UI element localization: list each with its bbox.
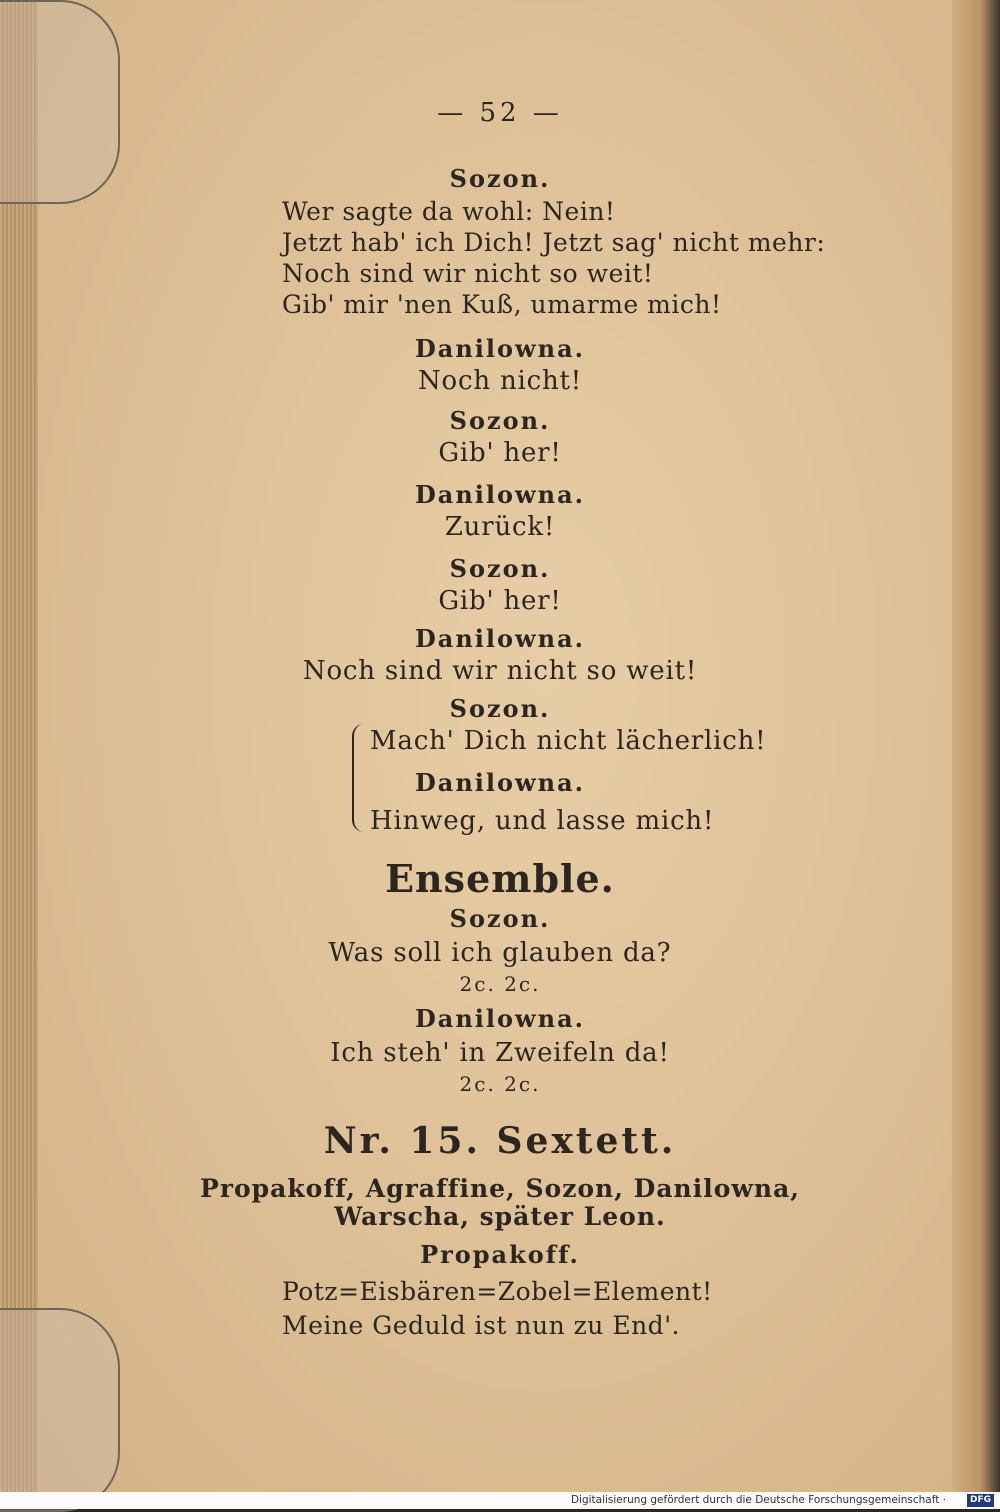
verse-line: Noch sind wir nicht so weit! xyxy=(302,656,698,686)
speaker-danilowna: Danilowna. xyxy=(414,1004,586,1033)
cast-list: Propakoff, Agraffine, Sozon, Danilowna, xyxy=(200,1174,800,1203)
speaker-sozon: Sozon. xyxy=(449,904,551,933)
verse-line: Mach' Dich nicht lächerlich! xyxy=(370,726,767,756)
speaker-sozon: Sozon. xyxy=(449,554,551,583)
verse-line: Ich steh' in Zweifeln da! xyxy=(330,1038,670,1068)
verse-line: Zurück! xyxy=(444,512,556,542)
etc-mark: 2c. 2c. xyxy=(459,972,541,996)
verse-line: Noch nicht! xyxy=(417,366,583,396)
speaker-sozon: Sozon. xyxy=(449,406,551,435)
footer-credit: Digitalisierung gefördert durch die Deutsche Forschungsgemeinschaft · xyxy=(570,1494,946,1506)
speaker-danilowna: Danilowna. xyxy=(414,480,586,509)
ensemble-heading: Ensemble. xyxy=(385,856,615,901)
number-heading: Nr. 15. Sextett. xyxy=(323,1120,677,1162)
speaker-sozon: Sozon. xyxy=(449,164,551,193)
verse-line: Noch sind wir nicht so weit! xyxy=(282,259,654,288)
verse-line: Wer sagte da wohl: Nein! xyxy=(282,197,616,226)
page-clip-bottom xyxy=(0,1308,120,1512)
speaker-danilowna: Danilowna. xyxy=(414,768,586,797)
page-number: — 52 — xyxy=(437,98,563,128)
verse-line: Gib' her! xyxy=(438,586,562,616)
speaker-propakoff: Propakoff. xyxy=(420,1240,580,1269)
footer-bar xyxy=(0,1492,1000,1509)
verse-line: Was soll ich glauben da? xyxy=(328,938,672,968)
verse-line: Gib' mir 'nen Kuß, umarme mich! xyxy=(282,290,722,319)
verse-line: Potz=Eisbären=Zobel=Element! xyxy=(282,1277,713,1306)
verse-line: Meine Geduld ist nun zu End'. xyxy=(282,1311,681,1340)
speaker-danilowna: Danilowna. xyxy=(414,334,586,363)
cast-list: Warscha, später Leon. xyxy=(334,1202,666,1231)
speaker-danilowna: Danilowna. xyxy=(414,624,586,653)
etc-mark: 2c. 2c. xyxy=(459,1072,541,1096)
speaker-sozon: Sozon. xyxy=(449,694,551,723)
verse-line: Gib' her! xyxy=(438,438,562,468)
verse-line: Jetzt hab' ich Dich! Jetzt sag' nicht mehr: xyxy=(282,228,826,257)
dfg-logo: DFG xyxy=(967,1494,994,1507)
verse-line: Hinweg, und lasse mich! xyxy=(370,806,715,836)
